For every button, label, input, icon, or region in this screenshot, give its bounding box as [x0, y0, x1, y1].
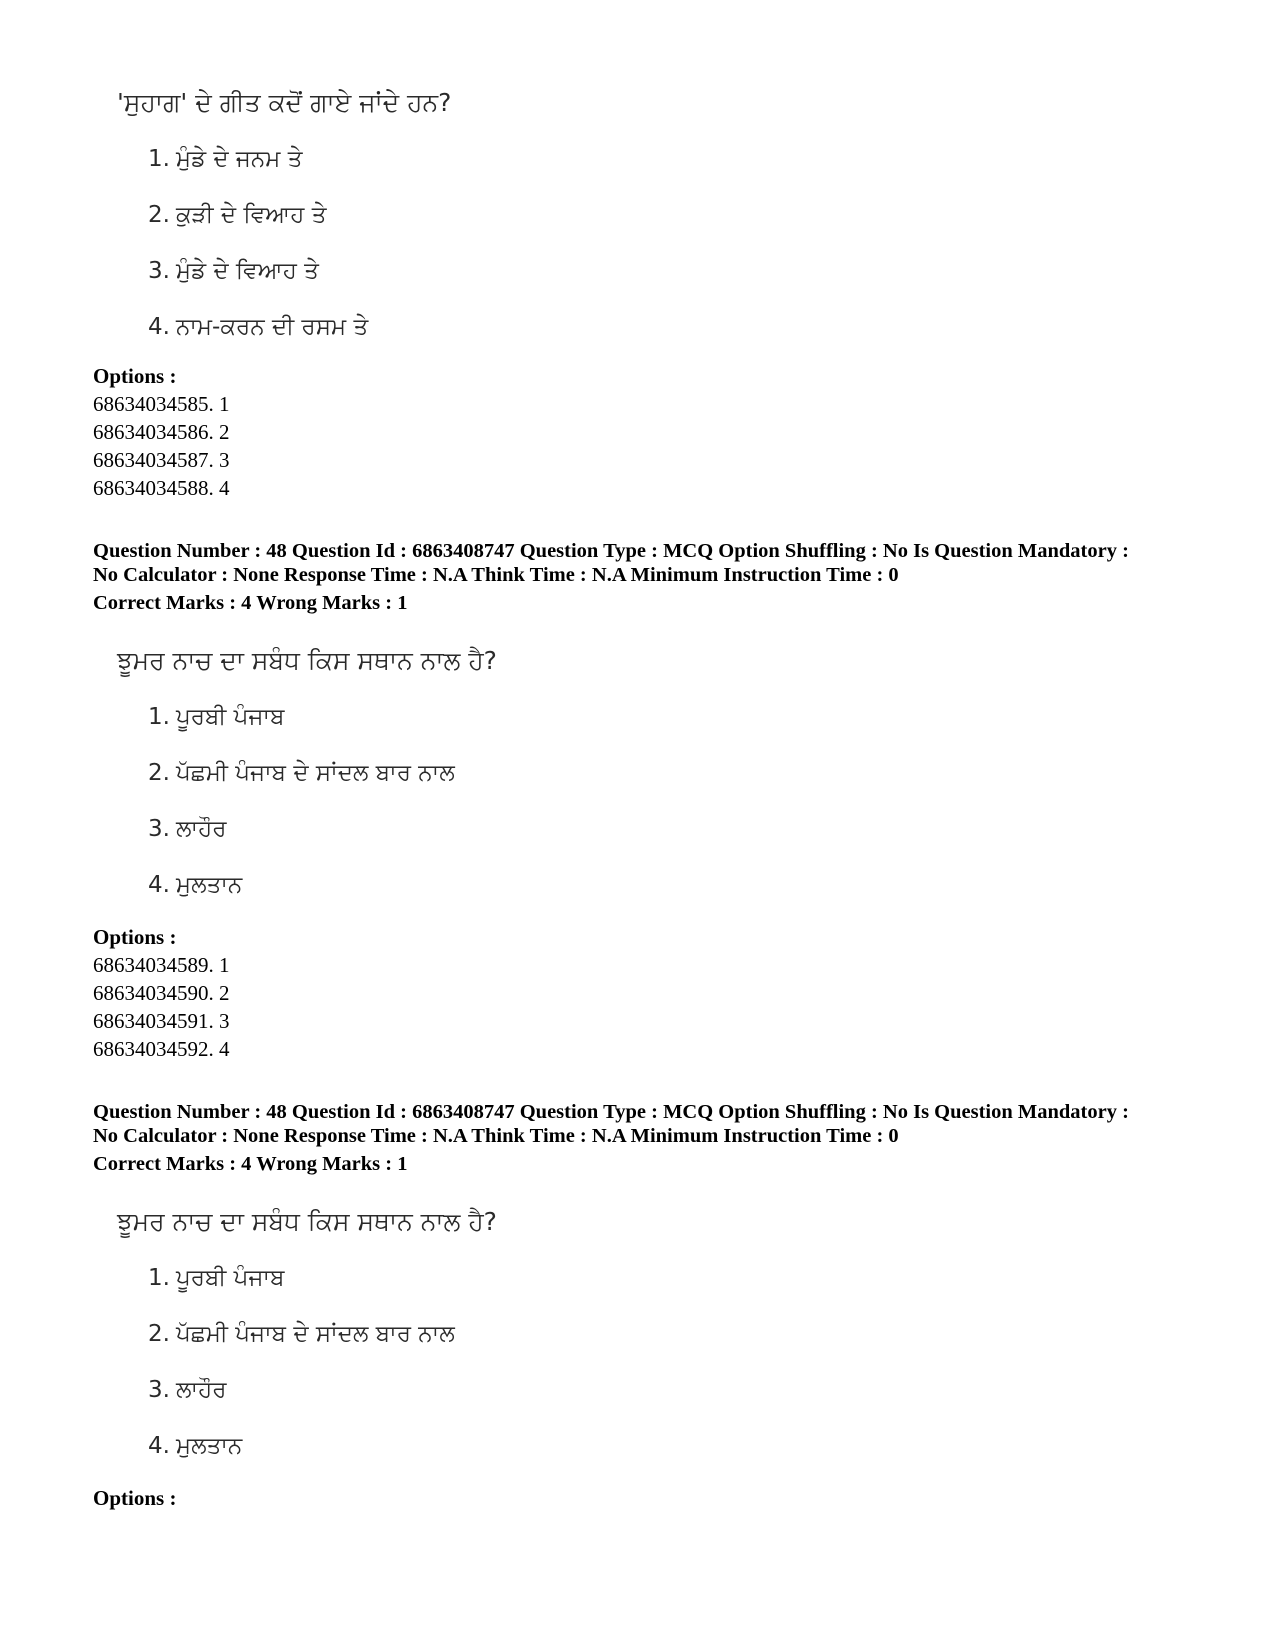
- options-label: Options :: [93, 364, 177, 388]
- choice-number: 4.: [148, 1433, 170, 1459]
- choice-3: [148, 1377, 226, 1403]
- choice-number: 2.: [148, 1321, 170, 1347]
- question-meta-line-1: Question Number : 48 Question Id : 6863408747 Question Type : MCQ Option Shuffling : No Is Question Mandatory :: [93, 1101, 1129, 1123]
- option-id-line: 68634034588. 4: [93, 476, 230, 500]
- question-marks: Correct Marks : 4 Wrong Marks : 1: [93, 592, 408, 614]
- choice-text: ਲਾਹੌਰ: [175, 1377, 227, 1403]
- choice-text: ਪੱਛਮੀ ਪੰਜਾਬ ਦੇ ਸਾਂਦਲ ਬਾਰ ਨਾਲ: [175, 760, 455, 786]
- choice-text: ਲਾਹੌਰ: [175, 816, 227, 842]
- option-id-line: 68634034590. 2: [93, 981, 230, 1005]
- choice-1: [148, 146, 302, 172]
- choice-4: [148, 1433, 242, 1459]
- choice-2: [148, 760, 455, 786]
- choice-2: [148, 202, 326, 228]
- choice-text: ਕੁੜੀ ਦੇ ਵਿਆਹ ਤੇ: [175, 202, 327, 228]
- choice-3: [148, 816, 226, 842]
- options-label: Options :: [93, 925, 177, 949]
- choice-number: 1.: [148, 1265, 170, 1291]
- choice-number: 3.: [148, 816, 170, 842]
- choice-number: 1.: [148, 146, 170, 172]
- question-meta-line-2: No Calculator : None Response Time : N.A Think Time : N.A Minimum Instruction Time : 0: [93, 1125, 899, 1147]
- choice-text: ਮੁੰਡੇ ਦੇ ਵਿਆਹ ਤੇ: [175, 258, 319, 284]
- choice-4: [148, 872, 242, 898]
- choice-text: ਪੂਰਬੀ ਪੰਜਾਬ: [175, 1265, 285, 1291]
- choice-1: [148, 704, 284, 730]
- question-meta-line-2: No Calculator : None Response Time : N.A Think Time : N.A Minimum Instruction Time : 0: [93, 564, 899, 586]
- choice-text: ਮੁਲਤਾਨ: [175, 872, 243, 898]
- choice-number: 2.: [148, 202, 170, 228]
- choice-text: ਮੁਲਤਾਨ: [175, 1433, 243, 1459]
- choice-number: 1.: [148, 704, 170, 730]
- choice-text: ਪੱਛਮੀ ਪੰਜਾਬ ਦੇ ਸਾਂਦਲ ਬਾਰ ਨਾਲ: [175, 1321, 455, 1347]
- choice-number: 4.: [148, 872, 170, 898]
- choice-text: ਮੁੰਡੇ ਦੇ ਜਨਮ ਤੇ: [175, 146, 303, 172]
- question-marks: Correct Marks : 4 Wrong Marks : 1: [93, 1153, 408, 1175]
- choice-1: [148, 1265, 284, 1291]
- question-text: ਝੂਮਰ ਨਾਚ ਦਾ ਸਬੰਧ ਕਿਸ ਸਥਾਨ ਨਾਲ ਹੈ?: [117, 646, 497, 675]
- option-id-line: 68634034589. 1: [93, 953, 230, 977]
- choice-number: 3.: [148, 1377, 170, 1403]
- question-text: ਝੂਮਰ ਨਾਚ ਦਾ ਸਬੰਧ ਕਿਸ ਸਥਾਨ ਨਾਲ ਹੈ?: [117, 1207, 497, 1236]
- question-text: 'ਸੁਹਾਗ' ਦੇ ਗੀਤ ਕਦੋਂ ਗਾਏ ਜਾਂਦੇ ਹਨ?: [117, 88, 452, 117]
- option-id-line: 68634034591. 3: [93, 1009, 230, 1033]
- choice-text: ਨਾਮ-ਕਰਨ ਦੀ ਰਸਮ ਤੇ: [175, 314, 369, 340]
- option-id-line: 68634034592. 4: [93, 1037, 230, 1061]
- choice-number: 3.: [148, 258, 170, 284]
- choice-2: [148, 1321, 455, 1347]
- choice-4: [148, 314, 368, 340]
- choice-number: 4.: [148, 314, 170, 340]
- question-meta-line-1: Question Number : 48 Question Id : 6863408747 Question Type : MCQ Option Shuffling : No Is Question Mandatory :: [93, 540, 1129, 562]
- choice-3: [148, 258, 319, 284]
- choice-number: 2.: [148, 760, 170, 786]
- choice-text: ਪੂਰਬੀ ਪੰਜਾਬ: [175, 704, 285, 730]
- option-id-line: 68634034586. 2: [93, 420, 230, 444]
- options-label: Options :: [93, 1486, 177, 1510]
- option-id-line: 68634034587. 3: [93, 448, 230, 472]
- option-id-line: 68634034585. 1: [93, 392, 230, 416]
